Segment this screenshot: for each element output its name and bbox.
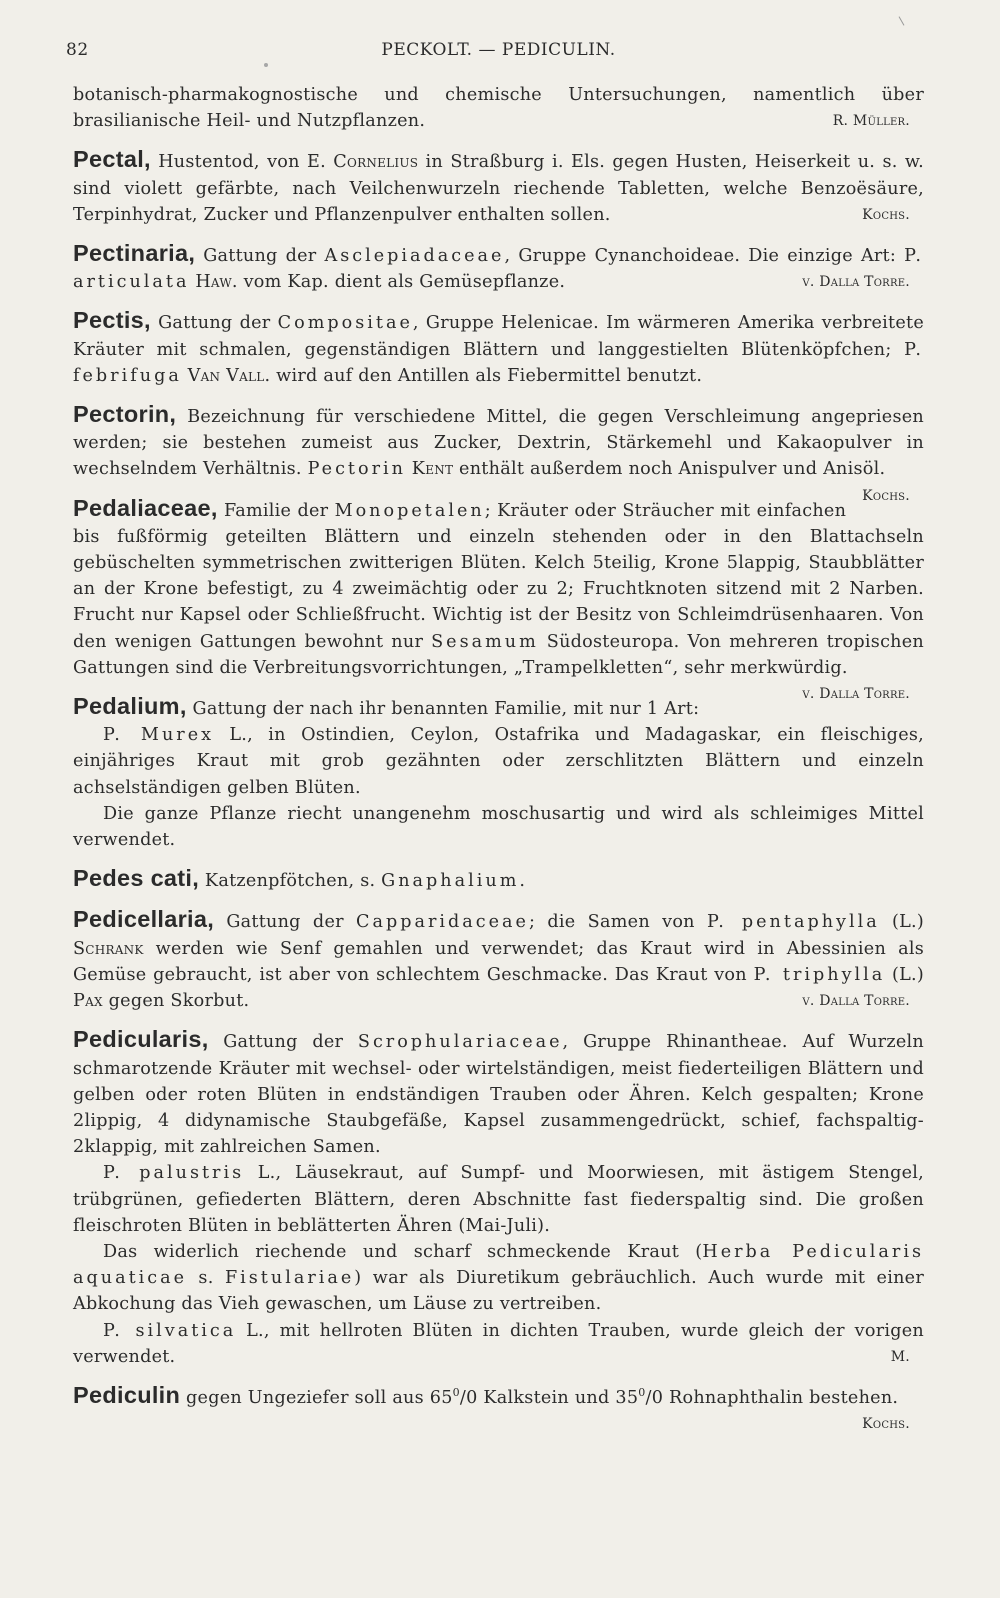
- entry-pectorin: Pectorin, Bezeichnung für verschiedene Mittel, die gegen Verschleimung angepriesen werden; sie bestehen zumeist aus Zucker, Dextrin, Stärkemehl und Kakaopulver in wechselndem Verhältnis. Pectorin Kent enthält außerdem noch Anispulver und Anisöl. Kochs.: [73, 401, 924, 483]
- entry-pectis: Pectis, Gattung der Compositae, Gruppe Helenicae. Im wärmeren Amerika verbreitete Kräuter mit schmalen, gegenständigen Blättern und langgestielten Blütenköpfchen; P. febrifuga Van Vall. wird auf den Antillen als Fiebermittel benutzt.: [73, 307, 924, 386]
- signature: v. Dalla Torre.: [802, 274, 910, 291]
- headword: Pectinaria,: [73, 240, 196, 267]
- signature: Kochs.: [862, 1416, 910, 1433]
- page-number: 82: [66, 40, 89, 60]
- headword: Pedaliaceae,: [73, 494, 218, 521]
- signature: Kochs.: [862, 206, 910, 223]
- entry-pectinaria: Pectinaria, Gattung der Asclepiadaceae, Gruppe Cynanchoideae. Die einzige Art: P. articulata Haw. vom Kap. dient als Gemüsepflanze. v. Dalla Torre.: [73, 240, 924, 295]
- entry-pedaliaceae: Pedaliaceae, Familie der Monopetalen; Kräuter oder Sträucher mit einfachen bis fußförmig geteilten Blättern und einzeln stehenden oder in den Blattachseln gebüschelten symmetrischen zwitterigen Blüten. Kelch 5teilig, Krone 5lappig, Staubblätter an der Krone befestigt, zu 4 zweimächtig oder zu 2; Fruchtknoten sitzend mit 2 Narben. Frucht nur Kapsel oder Schließfrucht. Wichtig ist der Besitz von Schleimdrüsenhaaren. Von den wenigen Gattungen bewohnt nur Sesamum Südosteuropa. Von mehreren tropischen Gattungen sind die Verbreitungsvorrichtungen, „Trampelkletten“, sehr merkwürdig. v. Dalla Torre.: [73, 495, 924, 681]
- scan-mark: [899, 16, 905, 25]
- running-title: PECKOLT. — PEDICULIN.: [381, 40, 616, 60]
- headword: Pedicularis,: [73, 1026, 209, 1053]
- signature: v. Dalla Torre.: [802, 686, 910, 703]
- headword: Pectal,: [73, 146, 151, 173]
- headword: Pedicellaria,: [73, 906, 215, 933]
- page-header: [66, 36, 924, 68]
- signature: M.: [890, 1348, 910, 1365]
- entry-pedalium: Pedalium, Gattung der nach ihr benannten Familie, mit nur 1 Art: P. Murex L., in Ostindien, Ceylon, Ostafrika und Madagaskar, ein fleischiges, einjähriges Kraut mit grob gezähnten oder zerschlitzten Blättern und einzeln achselständigen gelben Blüten. Die ganze Pflanze riecht unangenehm moschusartig und wird als schleimiges Mittel verwendet.: [73, 693, 924, 851]
- entry-pedicularis: Pedicularis, Gattung der Scrophulariaceae, Gruppe Rhinantheae. Auf Wurzeln schmarotzende Kräuter mit wechsel- oder wirtelständigen, meist fiederteiligen Blättern und gelben oder roten Blüten in endständigen Trauben oder Ähren. Kelch gespalten; Krone 2lippig, 4 didynamische Staubgefäße, Kapsel zusammengedrückt, schief, fachspaltig-2klappig, mit zahlreichen Samen. P. palustris L., Läusekraut, auf Sumpf- und Moorwiesen, mit ästigem Stengel, trübgrünen, gefiederten Blättern, deren Abschnitte fast fiederspaltig sind. Die großen fleischroten Blüten in beblätterten Ähren (Mai-Juli). Das widerlich riechende und scharf schmeckende Kraut (Herba Pedicularis aquaticae s. Fistulariae) war als Diuretikum gebräuchlich. Auch wurde mit einer Abkochung das Vieh gewaschen, um Läuse zu vertreiben. P. silvatica L., mit hellroten Blüten in dichten Trauben, wurde gleich der vorigen verwendet. M.: [73, 1026, 924, 1370]
- headword: Pectis,: [73, 307, 151, 334]
- signature: R. Müller.: [832, 113, 910, 130]
- entry-peckolt-continuation: botanisch-pharmakognostische und chemische Untersuchungen, namentlich über brasilianische Heil- und Nutzpflanzen. R. Müller.: [73, 82, 924, 134]
- headword: Pectorin,: [73, 401, 177, 428]
- headword: Pedalium,: [73, 693, 187, 720]
- headword: Pedes cati,: [73, 865, 200, 892]
- page-body: [73, 82, 925, 1433]
- signature: Kochs.: [862, 487, 910, 504]
- entry-pectal: Pectal, Hustentod, von E. Cornelius in Straßburg i. Els. gegen Husten, Heiserkeit u. s. w. sind violett gefärbte, nach Veilchenwurzeln riechende Tabletten, welche Benzoësäure, Terpinhydrat, Zucker und Pflanzenpulver enthalten sollen. Kochs.: [73, 146, 924, 228]
- entry-pediculin: Pediculin gegen Ungeziefer soll aus $65^0/0$ Kalkstein und $35^0/0$ Rohnaphthalin bestehen. Kochs.: [73, 1382, 924, 1411]
- entry-pedes-cati: Pedes cati, Katzenpfötchen, s. Gnaphalium.: [73, 865, 526, 892]
- entry-pedicellaria: Pedicellaria, Gattung der Capparidaceae; die Samen von P. pentaphylla (L.) Schrank werden wie Senf gemahlen und verwendet; das Kraut wird in Abessinien als Gemüse gebraucht, ist aber von schlechtem Geschmacke. Das Kraut von P. triphylla (L.) Pax gegen Skorbut. v. Dalla Torre.: [73, 906, 924, 1014]
- headword: Pediculin: [73, 1381, 181, 1408]
- signature: v. Dalla Torre.: [802, 993, 910, 1010]
